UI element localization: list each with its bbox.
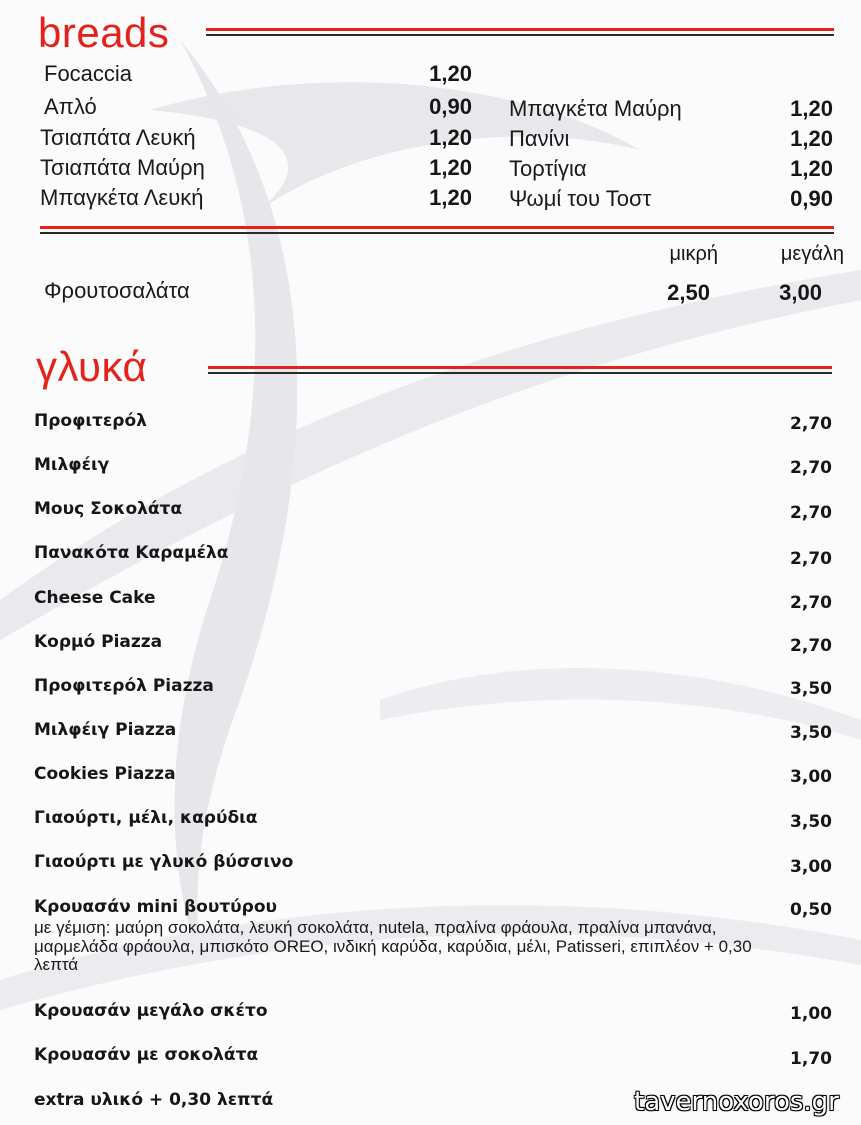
bread-name-tortilla: Τορτίγια [509, 156, 587, 181]
bread-price-focaccia: 1,20 [429, 61, 472, 86]
sweet-price-mini-croissant: 0,50 [790, 900, 832, 920]
sweet-price-millefeuille-piazza: 3,50 [790, 723, 832, 743]
sweet-name-panna-cotta: Πανακότα Καραμέλα [34, 543, 229, 563]
breads-header-rule [206, 28, 834, 36]
bread-price-baguette-white: 1,20 [429, 185, 472, 210]
sweet-name-large-croissant: Κρουασάν μεγάλο σκέτο [34, 1001, 268, 1021]
sweet-price-yogurt-honey-walnuts: 3,50 [790, 812, 832, 832]
bread-price-panini: 1,20 [790, 126, 833, 151]
fruit-salad-price-small: 2,50 [667, 280, 710, 305]
sweet-name-yogurt-sour-cherry: Γιαούρτι με γλυκό βύσσινο [34, 852, 294, 872]
site-watermark: tavernoxoros.gr [634, 1087, 839, 1117]
breads-title: breads [38, 9, 170, 56]
bread-name-ciabatta-white: Τσιαπάτα Λευκή [40, 125, 196, 150]
sweet-name-profiterole-piazza: Προφιτερόλ Piazza [34, 676, 214, 696]
breads-separator-rule [40, 226, 834, 234]
sweet-price-kormos-piazza: 2,70 [790, 636, 832, 656]
sweet-name-kormos-piazza: Κορμό Piazza [34, 632, 163, 652]
sweet-price-chocolate-croissant: 1,70 [790, 1049, 832, 1069]
bread-price-ciabatta-black: 1,20 [429, 155, 472, 180]
sweet-price-yogurt-sour-cherry: 3,00 [790, 857, 832, 877]
bread-name-aplo: Απλό [44, 94, 97, 119]
sweet-price-profiterole-piazza: 3,50 [790, 679, 832, 699]
sweet-price-cookies-piazza: 3,00 [790, 767, 832, 787]
sweet-name-extra-ingredient: extra υλικό + 0,30 λεπτά [34, 1090, 274, 1110]
sweet-price-panna-cotta: 2,70 [790, 549, 832, 569]
bread-name-toast: Ψωμί του Τοστ [509, 186, 652, 211]
bread-name-panini: Πανίνι [509, 126, 570, 151]
sweet-price-millefeuille: 2,70 [790, 458, 832, 478]
sweet-price-chocolate-mousse: 2,70 [790, 503, 832, 523]
sweet-name-millefeuille-piazza: Μιλφέιγ Piazza [34, 720, 177, 740]
sweet-name-millefeuille: Μιλφέιγ [34, 455, 110, 475]
sweet-name-chocolate-mousse: Μους Σοκολάτα [34, 499, 183, 519]
bread-name-baguette-white: Μπαγκέτα Λευκή [40, 185, 204, 210]
sweet-price-large-croissant: 1,00 [790, 1004, 832, 1024]
sweet-name-mini-croissant: Κρουασάν mini βουτύρου [34, 897, 277, 917]
sweets-title: γλυκά [36, 343, 148, 390]
sweet-price-cheesecake: 2,70 [790, 593, 832, 613]
bread-name-focaccia: Focaccia [44, 61, 133, 86]
sweet-name-cheesecake: Cheese Cake [34, 588, 156, 608]
bread-price-baguette-black: 1,20 [790, 96, 833, 121]
sweet-name-chocolate-croissant: Κρουασάν με σοκολάτα [34, 1045, 259, 1065]
bread-price-ciabatta-white: 1,20 [429, 125, 472, 150]
bread-name-ciabatta-black: Τσιαπάτα Μαύρη [40, 155, 205, 180]
bread-price-aplo: 0,90 [429, 94, 472, 119]
sweets-header-rule [208, 366, 832, 374]
sweet-name-profiterole: Προφιτερόλ [34, 411, 147, 431]
sweet-name-cookies-piazza: Cookies Piazza [34, 764, 176, 784]
mini-croissant-description: με γέμιση: μαύρη σοκολάτα, λευκή σοκολάτα, nutela, πραλίνα φράουλα, πραλίνα μπανάνα, μαρμελάδα φράουλα, μπισκότο OREO, ινδική καρύδα, καρύδια, μέλι, Patisseri, επιπλέον + 0,30 λεπτά [34, 918, 752, 974]
fruit-salad-col-large: μεγάλη [780, 243, 844, 265]
bread-price-toast: 0,90 [790, 186, 833, 211]
fruit-salad-name: Φρουτοσαλάτα [44, 278, 190, 303]
sweet-name-yogurt-honey-walnuts: Γιαούρτι, μέλι, καρύδια [34, 808, 258, 828]
bread-name-baguette-black: Μπαγκέτα Μαύρη [509, 96, 682, 121]
fruit-salad-col-small: μικρή [669, 243, 718, 265]
fruit-salad-price-large: 3,00 [779, 280, 822, 305]
bread-price-tortilla: 1,20 [790, 156, 833, 181]
sweet-price-profiterole: 2,70 [790, 414, 832, 434]
